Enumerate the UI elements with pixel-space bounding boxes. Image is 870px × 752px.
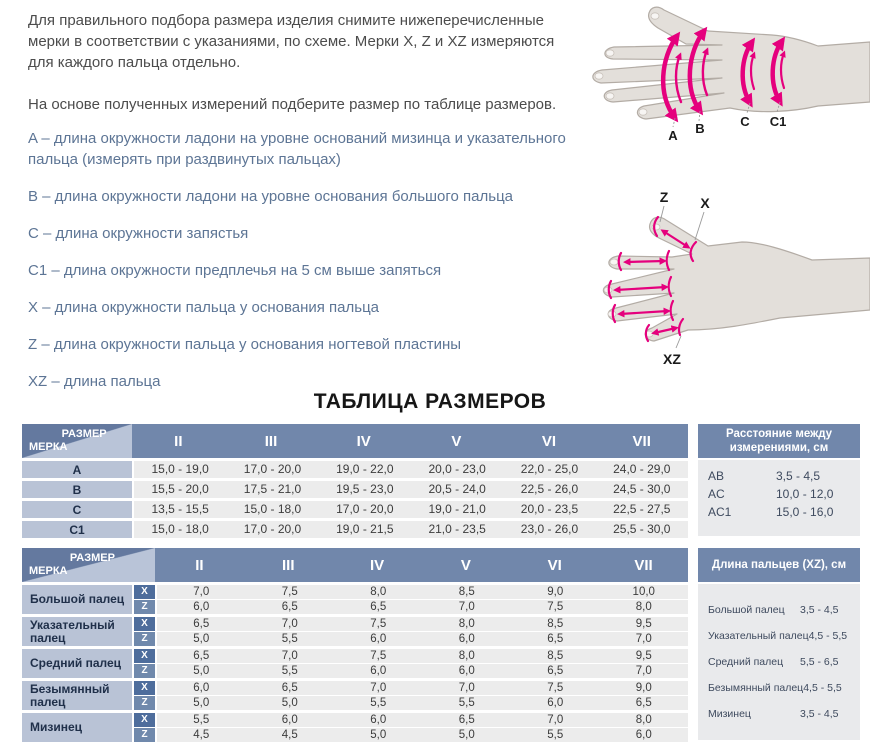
finger-length-header: Длина пальцев (XZ), см xyxy=(698,548,860,582)
finger-row-ring xyxy=(22,681,688,710)
x-value: 7,5 xyxy=(547,682,564,694)
hand-silhouette xyxy=(593,7,870,119)
size-value: 22,0 - 25,0 xyxy=(520,462,579,476)
length-label: Указательный палец xyxy=(708,630,809,642)
z-value: 5,5 xyxy=(458,697,475,709)
row-label: C xyxy=(22,501,132,518)
finger-row-thumb xyxy=(22,585,688,614)
distance-label: AC1 xyxy=(708,505,732,519)
distance-label: AB xyxy=(708,469,725,483)
size-header: VI xyxy=(547,556,562,574)
size-value: 21,0 - 23,5 xyxy=(428,522,486,536)
size-value: 19,0 - 21,5 xyxy=(336,522,394,536)
z-value: 6,0 xyxy=(193,601,210,613)
hand-silhouette xyxy=(603,217,870,341)
x-value: 6,0 xyxy=(193,682,210,694)
finger-table-header xyxy=(22,548,688,582)
intro-text xyxy=(28,10,584,136)
size-header: VI xyxy=(541,432,557,450)
size-value: 13,5 - 15,5 xyxy=(151,502,209,516)
finger-row-pinky xyxy=(22,713,688,742)
size-value: 24,0 - 29,0 xyxy=(613,462,671,476)
x-value: 8,0 xyxy=(635,714,652,726)
z-value: 5,0 xyxy=(370,729,387,741)
definition-b: B – длина окружности ладони на уровне основания большого пальца xyxy=(28,188,514,205)
length-row xyxy=(708,675,850,701)
z-badge: Z xyxy=(134,728,155,742)
size-header: II xyxy=(195,556,204,574)
z-value: 5,0 xyxy=(281,697,298,709)
z-value: 5,5 xyxy=(281,633,298,645)
x-value: 6,0 xyxy=(370,714,387,726)
size-value: 15,0 - 18,0 xyxy=(151,522,209,536)
x-badge: X xyxy=(134,585,155,599)
measure-table-header xyxy=(22,424,688,458)
x-badge: X xyxy=(134,681,155,695)
x-value: 6,5 xyxy=(193,618,210,630)
z-value: 6,5 xyxy=(281,601,298,613)
length-row xyxy=(708,649,850,675)
label-c1: C1 xyxy=(769,114,787,129)
z-value: 5,5 xyxy=(370,697,387,709)
nail xyxy=(651,13,659,19)
x-value: 7,0 xyxy=(193,586,210,598)
z-value: 6,0 xyxy=(458,665,475,677)
corner-measure-label: МЕРКА xyxy=(29,565,68,577)
x-value: 8,0 xyxy=(458,618,475,630)
row-label: C1 xyxy=(22,521,132,538)
z-value: 4,5 xyxy=(281,729,298,741)
z-value: 7,0 xyxy=(635,633,652,645)
x-value: 7,0 xyxy=(281,650,298,662)
leader-xz xyxy=(676,336,681,348)
size-value: 17,0 - 20,0 xyxy=(243,462,302,476)
size-header: III xyxy=(281,556,295,574)
x-value: 6,0 xyxy=(281,714,298,726)
size-value: 25,5 - 30,0 xyxy=(613,522,671,536)
length-label: Средний палец xyxy=(708,656,784,668)
measurement-definitions xyxy=(28,128,604,408)
size-value: 20,0 - 23,0 xyxy=(428,462,486,476)
x-value: 5,5 xyxy=(193,714,210,726)
x-value: 6,5 xyxy=(193,650,210,662)
x-value: 7,0 xyxy=(370,682,387,694)
size-value: 22,5 - 27,5 xyxy=(613,502,671,516)
size-value: 15,0 - 19,0 xyxy=(151,462,209,476)
z-badge: Z xyxy=(134,696,155,710)
definition-z: Z – длина окружности пальца у основания ногтевой пластины xyxy=(28,336,462,353)
x-value: 9,0 xyxy=(635,682,652,694)
z-value: 5,5 xyxy=(281,665,298,677)
z-value: 7,0 xyxy=(458,601,475,613)
x-value: 8,5 xyxy=(547,618,564,630)
length-row xyxy=(708,701,850,727)
nail xyxy=(606,50,614,56)
size-value: 20,0 - 23,5 xyxy=(520,502,579,516)
length-value: 4,5 - 5,5 xyxy=(803,682,842,694)
size-value: 15,5 - 20,0 xyxy=(151,482,209,496)
length-label: Большой палец xyxy=(708,604,785,616)
x-value: 6,5 xyxy=(281,682,298,694)
distance-row xyxy=(708,503,850,521)
x-value: 10,0 xyxy=(632,586,655,598)
definition-c: C – длина окружности запястья xyxy=(28,225,249,242)
table-row xyxy=(22,521,688,538)
length-label: Безымянный палец xyxy=(708,682,804,694)
intro-paragraph-2: На основе полученных измерений подберите размер по таблице размеров. xyxy=(28,96,557,113)
intro-paragraph-1: Для правильного подбора размера изделия снимите нижеперечисленные мерки в соответствии с указаниями, по схеме. Мерки X, Z и XZ измеряются для каждого пальца отдельно. xyxy=(28,12,555,71)
corner-cell xyxy=(22,424,132,458)
length-value: 3,5 - 4,5 xyxy=(800,604,839,616)
z-value: 6,5 xyxy=(547,633,564,645)
x-value: 8,0 xyxy=(458,650,475,662)
nail xyxy=(606,93,614,99)
size-header: VII xyxy=(634,556,653,574)
x-badge: X xyxy=(134,713,155,727)
leader-x xyxy=(695,212,704,240)
distance-value: 15,0 - 16,0 xyxy=(776,505,834,519)
finger-label: Указательный палец xyxy=(22,617,132,646)
size-header: V xyxy=(451,432,462,450)
length-label: Мизинец xyxy=(708,708,751,720)
size-header: VII xyxy=(632,432,651,450)
finger-label: Безымянный палец xyxy=(22,681,132,710)
z-value: 6,0 xyxy=(370,633,387,645)
definition-a: A – длина окружности ладони на уровне оснований мизинца и указательного пальца (измерять при раздвинутых пальцах) xyxy=(28,130,566,168)
z-badge: Z xyxy=(134,600,155,614)
corner-size-label: РАЗМЕР xyxy=(61,428,107,440)
distance-value: 3,5 - 4,5 xyxy=(776,469,821,483)
size-value: 22,5 - 26,0 xyxy=(520,482,579,496)
z-value: 8,0 xyxy=(635,601,652,613)
z-badge: Z xyxy=(134,664,155,678)
size-table-title: ТАБЛИЦА РАЗМЕРОВ xyxy=(313,390,547,413)
label-z: Z xyxy=(659,189,669,205)
z-value: 5,0 xyxy=(193,633,210,645)
finger-label: Большой палец xyxy=(22,585,132,614)
finger-length-panel xyxy=(698,548,860,740)
z-badge: Z xyxy=(134,632,155,646)
finger-row-index xyxy=(22,617,688,646)
distance-label: AC xyxy=(708,487,725,501)
z-value: 5,0 xyxy=(193,665,210,677)
length-value: 5,5 - 6,5 xyxy=(800,656,839,668)
x-value: 7,0 xyxy=(458,682,475,694)
size-header: III xyxy=(264,432,278,450)
x-value: 7,0 xyxy=(547,714,564,726)
finger-size-table xyxy=(22,548,688,742)
size-header: V xyxy=(460,556,471,574)
z-value: 7,5 xyxy=(547,601,564,613)
label-xz: XZ xyxy=(663,351,681,367)
x-value: 7,0 xyxy=(281,618,298,630)
nail xyxy=(639,109,647,115)
z-value: 5,0 xyxy=(193,697,210,709)
finger-label: Мизинец xyxy=(22,713,132,742)
z-value: 5,0 xyxy=(458,729,475,741)
distance-panel-header: Расстояние между измерениями, см xyxy=(698,424,860,458)
corner-cell xyxy=(22,548,155,582)
row-label: A xyxy=(22,461,132,478)
size-value: 17,0 - 20,0 xyxy=(243,522,302,536)
size-value: 19,0 - 21,0 xyxy=(428,502,486,516)
length-row xyxy=(708,597,850,623)
z-value: 6,5 xyxy=(547,665,564,677)
x-value: 7,5 xyxy=(370,650,387,662)
z-value: 6,5 xyxy=(370,601,387,613)
size-value: 24,5 - 30,0 xyxy=(613,482,671,496)
x-value: 9,5 xyxy=(635,618,652,630)
x-value: 8,5 xyxy=(458,586,475,598)
table-row xyxy=(22,461,688,478)
corner-size-label: РАЗМЕР xyxy=(69,552,115,564)
z-value: 7,0 xyxy=(635,665,652,677)
x-value: 8,5 xyxy=(547,650,564,662)
x-value: 7,5 xyxy=(281,586,298,598)
label-a: A xyxy=(668,128,678,143)
z-value: 6,0 xyxy=(458,633,475,645)
label-b: B xyxy=(695,121,705,136)
size-header: II xyxy=(174,432,183,450)
x-value: 9,5 xyxy=(635,650,652,662)
size-value: 15,0 - 18,0 xyxy=(243,502,302,516)
z-value: 6,5 xyxy=(635,697,652,709)
finger-row-middle xyxy=(22,649,688,678)
xz-arrow-index xyxy=(626,261,664,262)
label-c: C xyxy=(740,114,750,129)
size-value: 17,5 - 21,0 xyxy=(243,482,302,496)
x-value: 9,0 xyxy=(547,586,564,598)
corner-measure-label: МЕРКА xyxy=(29,441,68,453)
size-value: 17,0 - 20,0 xyxy=(336,502,394,516)
z-value: 4,5 xyxy=(193,729,210,741)
size-value: 23,0 - 26,0 xyxy=(520,522,579,536)
size-header: IV xyxy=(356,432,371,450)
size-header: IV xyxy=(369,556,385,574)
distance-value: 10,0 - 12,0 xyxy=(776,487,834,501)
finger-label: Средний палец xyxy=(22,649,132,678)
hand-finger-diagram xyxy=(580,172,870,380)
length-row xyxy=(708,623,850,649)
label-x: X xyxy=(700,195,710,211)
hand-circumference-diagram xyxy=(580,0,870,160)
definition-x: X – длина окружности пальца у основания пальца xyxy=(28,299,380,316)
measure-size-table xyxy=(22,424,688,538)
z-value: 5,5 xyxy=(547,729,564,741)
row-label: B xyxy=(22,481,132,498)
definition-xz: XZ – длина пальца xyxy=(28,373,161,390)
size-value: 19,0 - 22,0 xyxy=(336,462,394,476)
distance-panel xyxy=(698,424,860,536)
table-row xyxy=(22,481,688,498)
nail xyxy=(610,259,618,265)
x-value: 6,5 xyxy=(458,714,475,726)
x-value: 8,0 xyxy=(370,586,387,598)
table-row xyxy=(22,501,688,518)
x-value: 7,5 xyxy=(370,618,387,630)
distance-row xyxy=(708,467,850,485)
x-badge: X xyxy=(134,617,155,631)
nail xyxy=(595,73,603,79)
length-value: 3,5 - 4,5 xyxy=(800,708,839,720)
distance-row xyxy=(708,485,850,503)
size-value: 20,5 - 24,0 xyxy=(428,482,486,496)
z-value: 6,0 xyxy=(635,729,652,741)
z-value: 6,0 xyxy=(370,665,387,677)
x-badge: X xyxy=(134,649,155,663)
definition-c1: C1 – длина окружности предплечья на 5 см выше запяться xyxy=(28,262,442,279)
size-value: 19,5 - 23,0 xyxy=(336,482,394,496)
length-value: 4,5 - 5,5 xyxy=(808,630,848,642)
z-value: 6,0 xyxy=(547,697,564,709)
